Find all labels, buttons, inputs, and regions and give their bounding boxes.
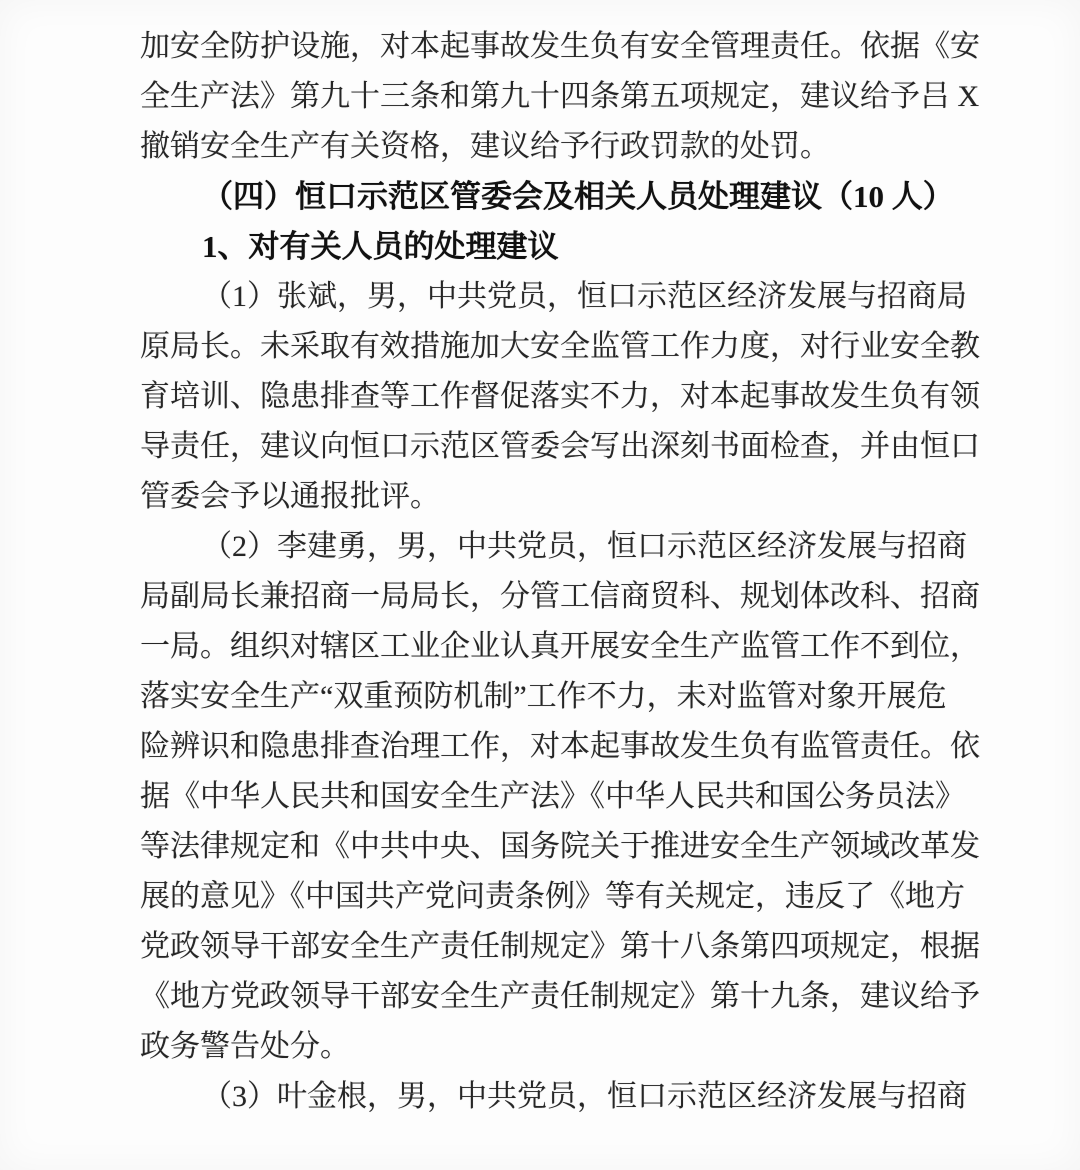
paragraph-line: 党政领导干部安全生产责任制规定》第十八条第四项规定，根据 [140, 930, 980, 963]
paragraph-line: 据《中华人民共和国安全生产法》《中华人民共和国公务员法》 [140, 780, 965, 813]
paragraph-line: （3）叶金根，男，中共党员，恒口示范区经济发展与招商 [202, 1080, 967, 1113]
paragraph-line: 原局长。未采取有效措施加大安全监管工作力度，对行业安全教 [140, 330, 980, 363]
paragraph-line: 政务警告处分。 [140, 1030, 350, 1063]
paragraph-line: 管委会予以通报批评。 [140, 480, 440, 513]
paragraph-line: 《地方党政领导干部安全生产责任制规定》第十九条，建议给予 [140, 980, 980, 1013]
paragraph-line: 育培训、隐患排查等工作督促落实不力，对本起事故发生负有领 [140, 380, 980, 413]
subsection-heading: 1、对有关人员的处理建议 [202, 229, 559, 264]
paragraph-line: 等法律规定和《中共中央、国务院关于推进安全生产领域改革发 [140, 830, 980, 863]
paragraph-line: 局副局长兼招商一局局长，分管工信商贸科、规划体改科、招商 [140, 580, 980, 613]
paragraph-line: 导责任，建议向恒口示范区管委会写出深刻书面检查，并由恒口 [140, 430, 980, 463]
section-heading: （四）恒口示范区管委会及相关人员处理建议（10 人） [202, 179, 954, 214]
paragraph-line: （1）张斌，男，中共党员，恒口示范区经济发展与招商局 [202, 280, 967, 313]
paragraph-line: 落实安全生产“双重预防机制”工作不力，未对监管对象开展危 [140, 680, 947, 713]
paragraph-line: 险辨识和隐患排查治理工作，对本起事故发生负有监管责任。依 [140, 730, 980, 763]
paragraph-line: 展的意见》《中国共产党问责条例》等有关规定，违反了《地方 [140, 880, 965, 913]
paragraph-line: 全生产法》第九十三条和第九十四条第五项规定，建议给予吕 X [140, 80, 980, 113]
paragraph-line: 加安全防护设施，对本起事故发生负有安全管理责任。依据《安 [140, 30, 980, 63]
paragraph-line: 一局。组织对辖区工业企业认真开展安全生产监管工作不到位， [140, 630, 980, 663]
paragraph-line: 撤销安全生产有关资格，建议给予行政罚款的处罚。 [140, 130, 830, 163]
document-text-block [140, 22, 980, 1122]
paragraph-line: （2）李建勇，男，中共党员，恒口示范区经济发展与招商 [202, 530, 967, 563]
